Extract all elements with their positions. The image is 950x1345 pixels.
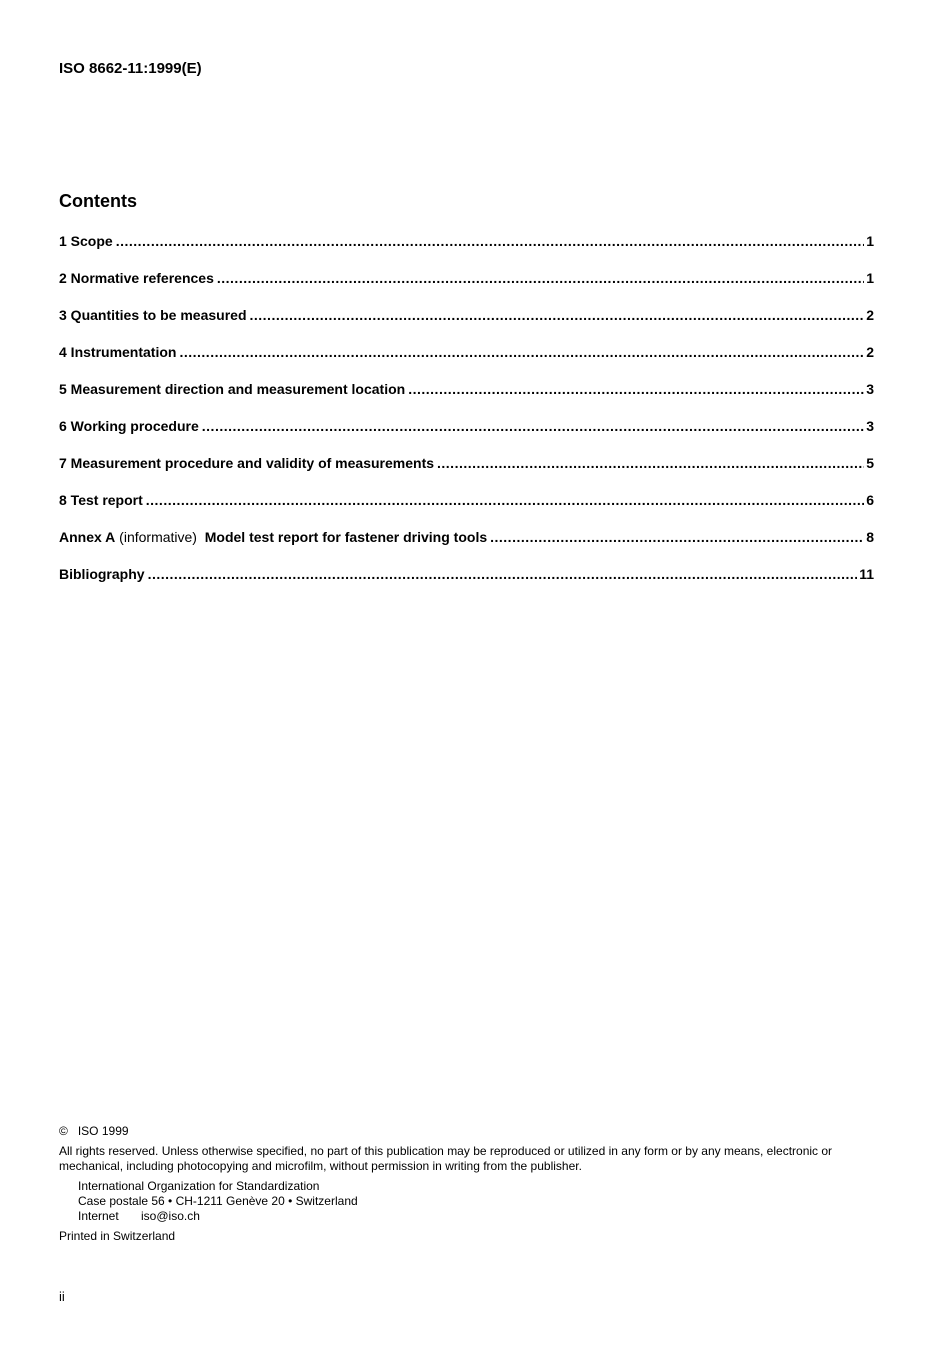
toc-leader-dots [217, 270, 864, 286]
toc-entry-label: 6 Working procedure [59, 418, 199, 434]
toc-entry-label: 8 Test report [59, 492, 143, 508]
toc-leader-dots [202, 418, 864, 434]
organization-name: International Organization for Standardization [78, 1179, 320, 1193]
toc-entry-page: 2 [866, 344, 874, 360]
toc-leader-dots [116, 233, 865, 249]
toc-entry-label: 4 Instrumentation [59, 344, 177, 360]
copyright-block [59, 1124, 879, 1244]
toc-entry-label: 2 Normative references [59, 270, 214, 286]
internet-label: Internet [78, 1209, 119, 1223]
table-of-contents [59, 233, 874, 603]
toc-leader-dots [437, 455, 864, 471]
toc-entry-label: Bibliography [59, 566, 145, 582]
toc-leader-dots [148, 566, 858, 582]
rights-statement: All rights reserved. Unless otherwise specified, no part of this publication may be reproduced or utilized in any form or by any means, electronic or mechanical, including photocopying and microfilm, without permission in writing from the publisher. [59, 1144, 833, 1173]
toc-entry-test-report[interactable] [59, 492, 874, 529]
toc-entry-working-procedure[interactable] [59, 418, 874, 455]
toc-entry-instrumentation[interactable] [59, 344, 874, 381]
toc-leader-dots [146, 492, 864, 508]
toc-entry-measurement-direction[interactable] [59, 381, 874, 418]
toc-entry-page: 11 [859, 566, 874, 582]
toc-entry-page: 1 [866, 233, 874, 249]
postal-address: Case postale 56 • CH-1211 Genève 20 • Switzerland [78, 1194, 358, 1208]
internet-line [78, 1209, 879, 1224]
toc-entry-qualifier: (informative) [119, 529, 197, 545]
publisher-address [59, 1179, 879, 1224]
toc-leader-dots [179, 344, 864, 360]
toc-entry-title: Model test report for fastener driving tools [204, 529, 488, 545]
copyright-line [59, 1124, 879, 1139]
page-number: ii [59, 1289, 65, 1304]
toc-entry-label: 3 Quantities to be measured [59, 307, 247, 323]
toc-entry-scope[interactable] [59, 233, 874, 270]
toc-entry-page: 6 [866, 492, 874, 508]
toc-entry-label: 1 Scope [59, 233, 113, 249]
internet-email[interactable]: iso@iso.ch [141, 1209, 200, 1223]
printed-in: Printed in Switzerland [59, 1229, 176, 1243]
toc-leader-dots [408, 381, 864, 397]
toc-entry-normative-references[interactable] [59, 270, 874, 307]
toc-entry-page: 8 [866, 529, 874, 545]
copyright-icon: © [59, 1124, 68, 1138]
document-id: ISO 8662-11:1999(E) [59, 60, 202, 77]
toc-entry-measurement-procedure[interactable] [59, 455, 874, 492]
contents-heading: Contents [59, 191, 137, 211]
toc-entry-page: 5 [866, 455, 874, 471]
toc-entry-label: 7 Measurement procedure and validity of measurements [59, 455, 435, 471]
toc-entry-page: 3 [866, 418, 874, 434]
toc-entry-bibliography[interactable] [59, 566, 874, 603]
toc-entry-page: 3 [866, 381, 874, 397]
copyright-year: ISO 1999 [77, 1124, 129, 1138]
toc-entry-page: 1 [866, 270, 874, 286]
toc-leader-dots [250, 307, 865, 323]
toc-entry-annex-a[interactable] [59, 529, 874, 566]
toc-leader-dots [490, 529, 864, 545]
toc-entry-quantities[interactable] [59, 307, 874, 344]
toc-entry-label: 5 Measurement direction and measurement location [59, 381, 406, 397]
toc-entry-page: 2 [866, 307, 874, 323]
toc-entry-label: Annex A [59, 529, 116, 545]
